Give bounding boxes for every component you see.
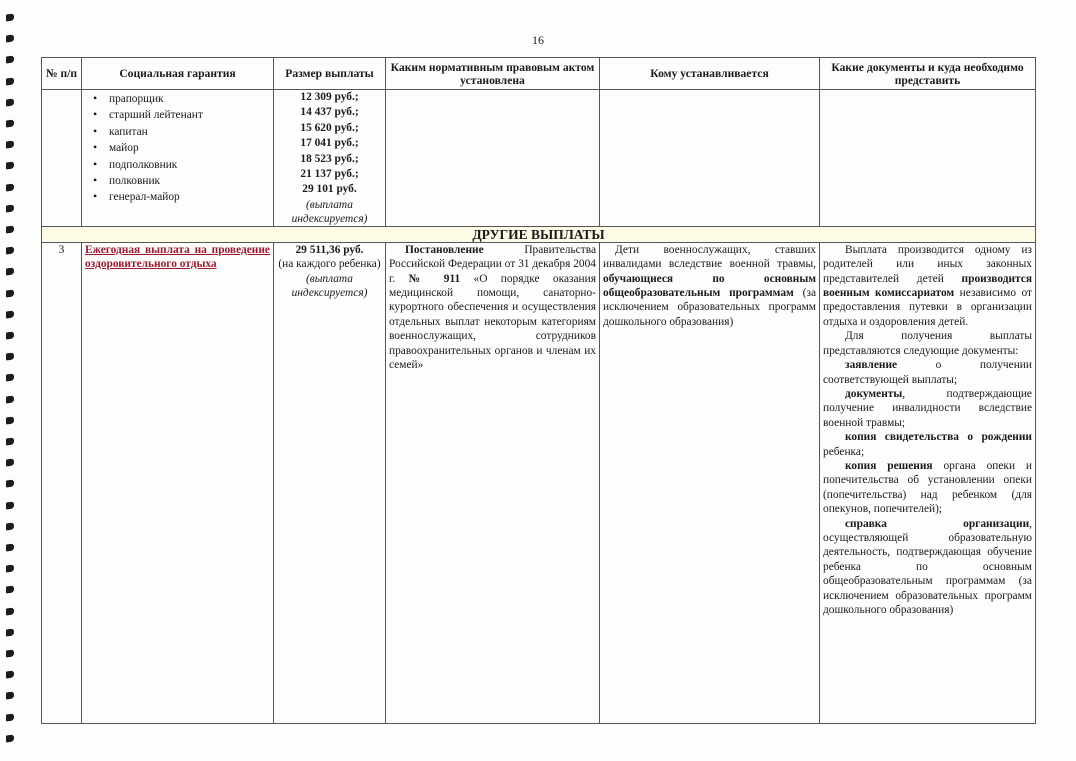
act-type: Постановление: [405, 243, 484, 256]
binder-hole: [6, 459, 14, 467]
cell-act-empty: [386, 90, 600, 227]
header-guarantee: Социальная гарантия: [82, 58, 274, 90]
amount-value: 18 523 руб.;: [300, 152, 359, 165]
list-item: • полковник: [93, 173, 270, 189]
cell-amount: [274, 242, 386, 723]
document-item: документы, подтверждающие получение инвалидности вследствие военной травмы;: [823, 387, 1032, 429]
binder-hole: [6, 480, 14, 488]
binder-hole: [6, 331, 14, 339]
list-item: • старший лейтенант: [93, 107, 270, 123]
cell-documents: [820, 242, 1036, 723]
table-header-row: [42, 58, 1036, 90]
cell-num: 3: [42, 242, 82, 723]
cell-guarantee: [82, 242, 274, 723]
binder-hole: [6, 416, 14, 424]
binder-hole: [6, 713, 14, 721]
list-item: • подполковник: [93, 157, 270, 173]
binder-hole: [6, 501, 14, 509]
binder-hole: [6, 225, 14, 233]
binder-holes: [0, 0, 22, 761]
cell-act: [386, 242, 600, 723]
binder-hole: [6, 77, 14, 85]
amount-value: 15 620 руб.;: [300, 121, 359, 134]
binder-hole: [6, 162, 14, 170]
document-item: справка организации, осуществляющей образовательную деятельность, подтверждающая обучение ребенка по основным общеобразовательным программам (за исключением образовательных программ дошкольного образования): [823, 517, 1032, 616]
binder-hole: [6, 522, 14, 530]
binder-hole: [6, 543, 14, 551]
binder-hole: [6, 565, 14, 573]
header-amount: Размер выплаты: [274, 58, 386, 90]
page-number: 16: [532, 33, 544, 47]
binder-hole: [6, 395, 14, 403]
binder-hole: [6, 268, 14, 276]
header-num: № п/п: [42, 58, 82, 90]
section-row: [42, 226, 1036, 242]
list-item: • майор: [93, 140, 270, 156]
header-recipient: Кому устанавливается: [600, 58, 820, 90]
docs-intro-2: независимо от предоставления путевки в организации отдыха и оздоровления детей.: [823, 287, 1033, 328]
binder-hole: [6, 56, 14, 64]
table-row-continued: [42, 90, 1036, 227]
binder-hole: [6, 310, 14, 318]
cell-rank-amounts: [274, 90, 386, 227]
docs-lead: Для получения выплаты представляются следующие документы:: [823, 330, 1032, 357]
docs-intro-bold: производится военным комиссариатом: [823, 272, 1032, 300]
cell-recipient-empty: [600, 90, 820, 227]
cell-num-empty: [42, 90, 82, 227]
act-number: № 911: [408, 272, 461, 285]
amount-per-child: (на каждого ребенка): [278, 258, 381, 271]
binder-hole: [6, 692, 14, 700]
list-item: • генерал-майор: [93, 189, 270, 205]
list-item: • прапорщик: [93, 91, 270, 107]
indexation-note: (выплата индексируется): [291, 272, 368, 299]
benefits-table: [41, 57, 1036, 724]
rank-list: [85, 90, 270, 206]
document-item: заявление о получении соответствующей выплаты;: [823, 359, 1032, 386]
benefit-title-link[interactable]: Ежегодная выплата на проведение оздоровительного отдыха: [85, 243, 270, 271]
recipient-text: Дети военнослужащих, ставших инвалидами вследствие военной травмы,: [603, 243, 816, 271]
amount-value: 17 041 руб.;: [300, 137, 359, 150]
amount-value: 21 137 руб.;: [300, 168, 359, 181]
header-act: Каким нормативным правовым актом установлена: [386, 58, 600, 90]
binder-hole: [6, 374, 14, 382]
binder-hole: [6, 628, 14, 636]
binder-hole: [6, 13, 14, 21]
binder-hole: [6, 119, 14, 127]
amount-value: 29 511,36 руб.: [295, 243, 364, 256]
binder-hole: [6, 607, 14, 615]
act-text: Правительства Российской Федерации от 31 декабря 2004 г.: [389, 243, 596, 285]
binder-hole: [6, 141, 14, 149]
table-row-3: [42, 242, 1036, 723]
indexation-note: (выплата индексируется): [291, 198, 368, 225]
binder-hole: [6, 671, 14, 679]
section-title: ДРУГИЕ ВЫПЛАТЫ: [42, 226, 1036, 242]
document-item: копия решения органа опеки и попечительства об установлении опеки (попечительства) над ребенком (для опекунов, попечителей);: [823, 459, 1032, 516]
binder-hole: [6, 734, 14, 742]
cell-recipient: [600, 242, 820, 723]
binder-hole: [6, 649, 14, 657]
binder-hole: [6, 353, 14, 361]
recipient-text-2: (за исключением образовательных программ дошкольного образования): [603, 287, 817, 328]
amount-value: 29 101 руб.: [302, 183, 357, 196]
binder-hole: [6, 98, 14, 106]
document-item: копия свидетельства о рождении ребенка;: [823, 431, 1032, 458]
header-documents: Какие документы и куда необходимо представить: [820, 58, 1036, 90]
binder-hole: [6, 289, 14, 297]
binder-hole: [6, 247, 14, 255]
docs-intro: Выплата производится одному из родителей или иных законных представителей детей: [823, 243, 1032, 285]
list-item: • капитан: [93, 124, 270, 140]
act-title: «О порядке оказания медицинской помощи, санаторно-курортного обеспечения и осуществления отдельных выплат некоторым категориям военнослужащих, сотрудников правоохранительных органов и членам их семей»: [389, 272, 596, 372]
recipient-bold: обучающиеся по основным общеобразовательным программам: [603, 272, 816, 300]
binder-hole: [6, 204, 14, 212]
cell-documents-empty: [820, 90, 1036, 227]
binder-hole: [6, 183, 14, 191]
binder-hole: [6, 437, 14, 445]
amount-value: 12 309 руб.;: [300, 91, 359, 103]
binder-hole: [6, 586, 14, 594]
cell-ranks: [82, 90, 274, 227]
amount-value: 14 437 руб.;: [300, 106, 359, 119]
